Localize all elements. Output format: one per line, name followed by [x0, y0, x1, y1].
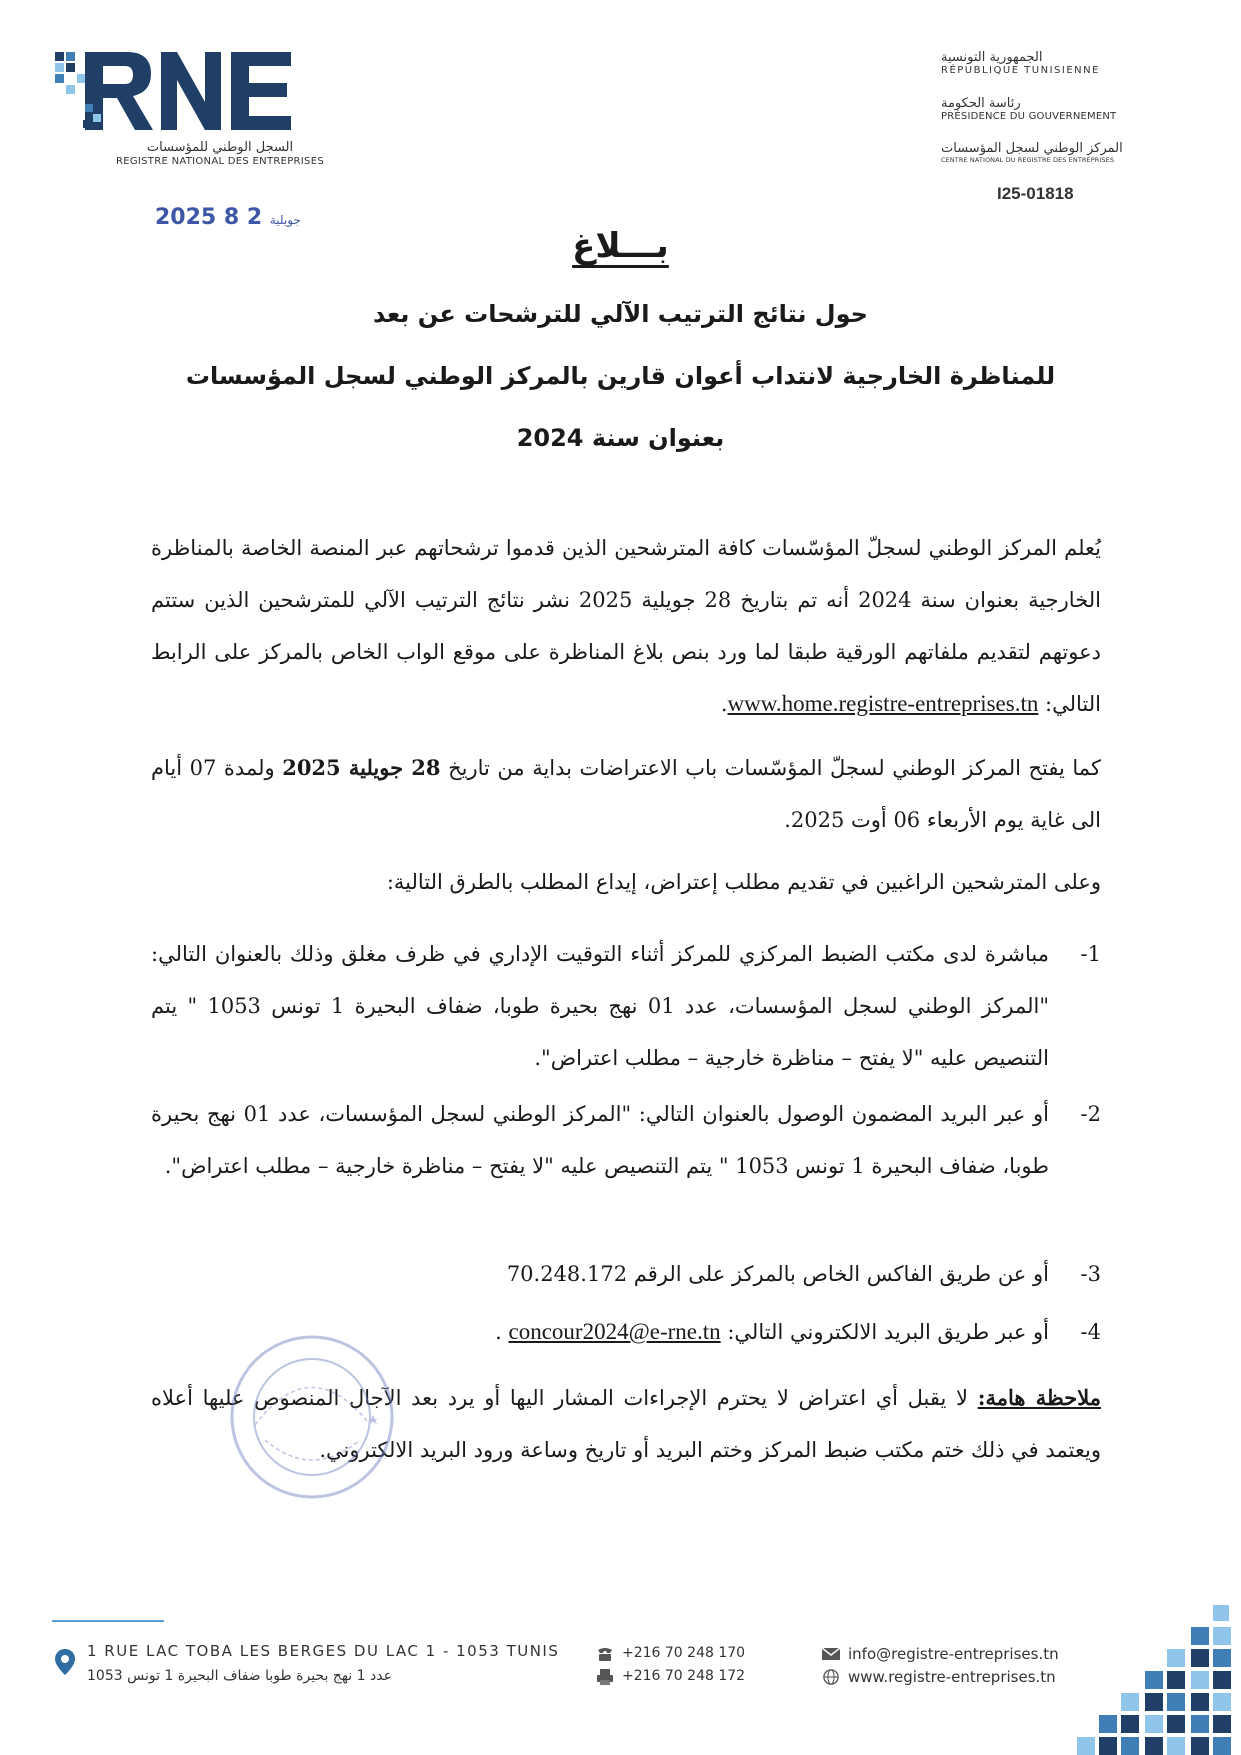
website-link[interactable]: www.home.registre-entreprises.tn — [727, 691, 1039, 716]
list-item: 4- أو عبر طريق البريد الالكتروني التالي: concour2024@e-rne.tn . — [151, 1306, 1101, 1358]
footer-address-french: 1 RUE LAC TOBA LES BERGES DU LAC 1 - 1053 TUNIS — [87, 1642, 560, 1660]
center-french: CENTRE NATIONAL DU REGISTRE DES ENTREPRISES — [941, 156, 1115, 164]
stamp-year: 2025 — [155, 205, 217, 230]
footer-fax: +216 70 248 172 — [622, 1668, 746, 1684]
envelope-icon — [822, 1646, 840, 1662]
presidency-french: PRÉSIDENCE DU GOUVERNEMENT — [941, 111, 1117, 122]
phone-icon — [596, 1646, 614, 1662]
objections-text-end: ولمدة 07 أيام الى غاية يوم الأربعاء 06 أوت 2025. — [151, 756, 1101, 832]
title-line-2: للمناظرة الخارجية لانتداب أعوان قارين بالمركز الوطني لسجل المؤسسات — [185, 362, 1056, 390]
reference-number: I25-01818 — [997, 184, 1074, 203]
logo-arabic-text: السجل الوطني للمؤسسات — [146, 140, 294, 155]
list-item-number: 2- — [1080, 1102, 1101, 1126]
fax-icon — [596, 1669, 614, 1685]
objections-text-start: كما يفتح المركز الوطني لسجلّ المؤسّسات باب الاعتراضات بداية من تاريخ — [448, 756, 1101, 780]
location-pin-icon — [55, 1649, 75, 1675]
list-item-text: أو عن طريق الفاكس الخاص بالمركز على الرقم 70.248.172 — [506, 1262, 1049, 1286]
republic-arabic: الجمهورية التونسية — [941, 50, 1043, 65]
rne-logo-mark — [55, 52, 295, 130]
stamp-month: جويلية — [269, 213, 301, 227]
footer-phone: +216 70 248 170 — [622, 1645, 746, 1661]
footer-email[interactable]: info@registre-entreprises.tn — [848, 1645, 1059, 1663]
list-item — [151, 1248, 1101, 1300]
header-republic — [941, 50, 1181, 76]
republic-french: RÉPUBLIQUE TUNISIENNE — [941, 65, 1100, 76]
header-presidency — [941, 96, 1181, 122]
rne-logo — [55, 52, 324, 172]
paragraph-announcement: يُعلم المركز الوطني لسجلّ المؤسّسات كافة المترشحين الذين قدموا ترشحاتهم عبر المنصة الخاصة بالمناظرة الخارجية بعنوان سنة 2024 أنه تم بتاريخ 28 جويلية 2025 نشر نتائج الترتيب الآلي للمترشحين الذين ستتم دعوتهم لتقديم ملفاتهم الورقية طبقا لما ورد بنص بلاغ المناظرة على موقع الواب الخاص بالمركز على الرابط التالي: www.home.registre-entreprises.tn. — [151, 536, 1101, 716]
decorative-pixel-pattern — [1071, 1605, 1241, 1755]
important-note-label: ملاحظة هامة: — [977, 1385, 1101, 1410]
title-line-1: حول نتائج الترتيب الآلي للترشحات عن بعد — [373, 300, 868, 328]
contest-email-link[interactable]: concour2024@e-rne.tn — [508, 1319, 721, 1344]
important-note-text: لا يقبل أي اعتراض لا يحترم الإجراءات المشار اليها أو يرد بعد الآجال المنصوص عليها أعلاه ويعتمد في ذلك ختم مكتب ضبط المركز وختم البريد أو تاريخ وساعة ورود البريد الالكتروني. — [151, 1386, 1101, 1462]
list-item-text: مباشرة لدى مكتب الضبط المركزي للمركز أثناء التوقيت الإداري في ظرف مغلق وذلك بالعنوان التالي: "المركز الوطني لسجل المؤسسات، عدد 01 نهج بحيرة طوبا، ضفاف البحيرة 1 تونس 1053 " يتم التنصيص عليه "لا يفتح – مناظرة خارجية – مطلب اعتراض". — [151, 942, 1050, 1070]
objections-start-date: 28 جويلية 2025 — [282, 755, 441, 780]
paragraph-objections — [151, 742, 1101, 846]
official-seal — [225, 1330, 400, 1505]
paragraph-instructions: وعلى المترشحين الراغبين في تقديم مطلب إعتراض، إيداع المطلب بالطرق التالية: — [386, 870, 1101, 894]
footer-divider — [52, 1620, 164, 1622]
presidency-arabic: رئاسة الحكومة — [941, 96, 1021, 111]
logo-french-text: REGISTRE NATIONAL DES ENTREPRISES — [116, 156, 324, 167]
list-item-number: 4- — [1080, 1320, 1101, 1344]
footer-address-arabic: عدد 1 نهج بحيرة طوبا ضفاف البحيرة 1 تونس 1053 — [87, 1668, 392, 1684]
stamp-day: 2 8 — [223, 205, 263, 230]
list-item — [151, 928, 1101, 1084]
paragraph-announcement-text: يُعلم المركز الوطني لسجلّ المؤسّسات كافة المترشحين الذين قدموا ترشحاتهم عبر المنصة الخاصة بالمناظرة الخارجية بعنوان سنة 2024 أنه تم بتاريخ 28 جويلية 2025 نشر نتائج الترتيب الآلي للمترشحين الذين ستتم دعوتهم لتقديم ملفاتهم الورقية طبقا لما ورد بنص بلاغ المناظرة على موقع الواب الخاص بالمركز على الرابط التالي: — [151, 536, 1101, 716]
header-center — [941, 141, 1181, 164]
title-line-3: بعنوان سنة 2024 — [516, 424, 725, 452]
list-item-number: 3- — [1080, 1262, 1101, 1286]
list-item-number: 1- — [1080, 942, 1101, 966]
center-arabic: المركز الوطني لسجل المؤسسات — [941, 141, 1123, 156]
globe-icon — [822, 1669, 840, 1685]
list-item-text: أو عبر البريد المضمون الوصول بالعنوان التالي: "المركز الوطني لسجل المؤسسات، عدد 01 نهج بحيرة طوبا، ضفاف البحيرة 1 تونس 1053 " يتم التنصيص عليه "لا يفتح – مناظرة خارجية – مطلب اعتراض". — [151, 1102, 1049, 1178]
list-item-text: أو عبر طريق البريد الالكتروني التالي: — [727, 1320, 1049, 1344]
list-item — [151, 1088, 1101, 1192]
document-heading: بـــلاغ — [572, 226, 669, 266]
footer-website[interactable]: www.registre-entreprises.tn — [848, 1668, 1056, 1686]
